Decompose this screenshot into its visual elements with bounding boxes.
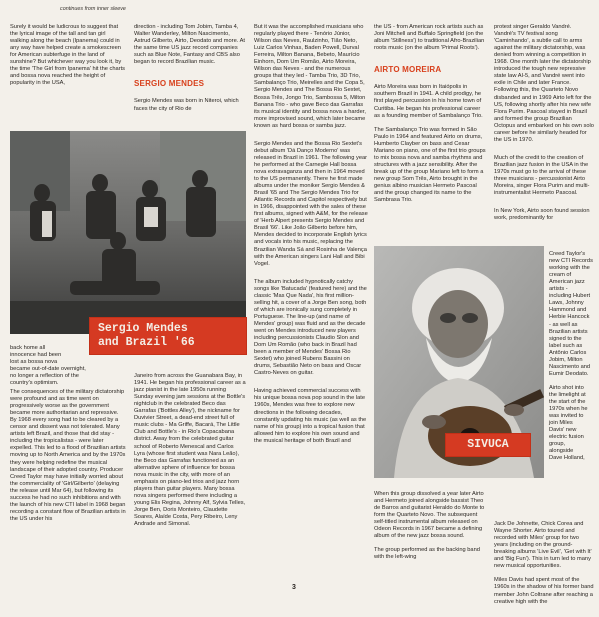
column-1-top (10, 17, 126, 137)
paragraph: direction - including Tom Jobim, Tamba 4, Walter Wanderley, Milton Nascimento, Astrud Gilberto, Airto, Deodato and more. At the same time US jazz record companies such as Blue Note, Fantasy and CBS also began to record Brazilian music. (134, 24, 245, 66)
paragraph: the US - from American rock artists such as Joni Mitchell and Buffalo Springfield (on the album 'Stillness') to traditional Afro-Brazilian roots music (on the album 'Primal Roots'). (374, 24, 485, 52)
column-5-top (494, 17, 594, 269)
paragraph: Creed Taylor's new CTI Records working with the cream of American jazz artists - including Hubert Laws, Johnny Hammond and Herbie Hancock - as well as Brazilian artists signed to the label such as Antônio Carlos Jobim, Milton Nascimento and Eumir Deodato. Airto shot into the limelight at the start of the 1970s when he was invited to join Miles Davis' new electric fusion group, alongside Dave Holland, (549, 251, 593, 462)
paragraph: The album included hypnotically catchy songs like 'Batucada' (featured here) and the classic 'Mas Que Nada', his first million-selling hit, a cover of a Jorge Ben song, both of which are ironically sung completely in Portuguese. The line-up (and name of Mendes' group) was fluid and as the decade went on Mendes introduced new players including percussionists Claudio Slon and Dom Um Romão (who back in Brazil had been a member of Mendes' Bossa Rio Sextet) who joined Rubens Bassini on drums, Sebastião Neto on bass and Oscar Castro-Neves on guitar. (254, 278, 367, 377)
column-5-bottom (494, 514, 594, 605)
paragraph: Jack De Johnette, Chick Corea and Wayne Shorter. Airto toured and recorded with Miles' group for two years (including on the ground-breaking albums 'Live Evil', 'Get with It' and 'Big Fun'). This in turn led to many new musical opportunities. Miles Davis had spent most of the 1960s in the shadow of his former band member John Coltrane after reaching a creative high with the (494, 521, 594, 605)
paragraph: protest singer Geraldo Vandré. Vandré's TV festival song 'Caminhando', a subtle call to arms against the military dictatorship, was denied from winning a competition in 1968. One month later the dictatorship introduced the tough new repressive state law AI-5, and Vandré went into exile in Chile and later France. Following this, the Quarteto Novo disbanded and in 1969 Airto left for the US, following shortly after his new wife Flora Purim. Pascoal stayed in Brazil and formed the group Brazilian Octopus and embarked on his own solo career before he similarly headed for the US in 1970. (494, 24, 594, 143)
paragraph: Airto Moreira was born in Itaiópolis in southern Brazil in 1941. A child prodigy, he first played percussion in his home town of Curitiba. He began his professional career as a founding member of Sambalanço Trio. The Sambalanço Trio was formed in São Paulo in 1964 and featured Airto on drums, Humberto Clayber on bass and Cesar Mariano on piano, one of the first trio groups to mix bossa nova and samba rhythms and structures with a jazz sensibility. After the break up of the group Mariano left to form a new group Som Três, Airto brought in the genius albino musician Hermeto Pascoal and the group changed its name to the Sambrasa Trio. (374, 84, 486, 204)
sergio-mendes-photo (10, 131, 246, 334)
heading-sergio-mendes: SERGIO MENDES (134, 79, 205, 89)
continued-note: continues from inner sleeve (60, 6, 126, 12)
column-5-narrow (549, 244, 597, 514)
band-photo-image (10, 131, 246, 334)
paragraph: In New York, Airto soon found session work, predominantly for (494, 208, 590, 222)
paragraph: But it was the accomplished musicians who regularly played there - Tenório Júnior, Wilson das Neves, Raulzinho, Tião Neto, Luiz Carlos Vinhas, Baden Powell, Durval Ferreira, Milton Banana, Bebeto, Maurício Einhorn, Dom Um Romão, Airto Moreira, Wilson das Neves - and the numerous groups that they led - Tamba Trio, 3D Trio, Sambalanço Trio, Meirelles and the Copa 5, Sergio Mendes and The Bossa Rio Sextet, Bossa Três, Jongo Trio, Sambossa 5, Milton Banana Trio - who gave Beco das Garrafas its musical identity and bossa nova a harder, more improvised sound, which later became known as hard bossa or samba jazz. (254, 24, 366, 129)
paragraph: Surely it would be ludicrous to suggest that the lyrical image of the tall and tan girl walking along the beach (Ipanema) could in any way have helped create a smokescreen for American subterfuge in the land of sunshine? But whichever way you look it, by the time 'The Girl from Ipanema' hit the charts and bossa nova reached the height of popularity in the USA, (10, 24, 126, 87)
column-1-narrow (10, 338, 86, 387)
paragraph: Much of the credit to the creation of Brazilian jazz fusion in the USA in the 1970s must go to the arrival of these three musicians - percussionist Airto Moreira, singer Flora Purim and multi-instrumentalist Hermeto Pascoal. (494, 154, 590, 197)
heading-airto-moreira: AIRTO MOREIRA (374, 65, 442, 75)
caption-text: Sergio Mendes and Brazil '66 (98, 322, 195, 349)
page-number: 3 (292, 584, 296, 591)
paragraph: The consequences of the military dictatorship were profound and as time went on progressively worse as the government became more authoritarian and repressive. By 1968 every song had to be cleared by a censor and dissent was not tolerated. Many artists left Brazil, and those that did stay - including the tropicalistas - were later expelled. This led to a flood of Brazilian artists moving up to North America and by the 1970s they were helping redefine the musical landscape of their adopted country. Producer Creed Taylor may have initially worried about the commerciality of 'Girl/Gilberto' (delaying the release until Mar 64), but following its success he had no such inhibitions and with the launch of his new CTI label in 1968 began recording a constant flow of Brazilian artists in the US under his (10, 389, 126, 522)
paragraph: Having achieved commercial success with his unique bossa nova pop sound in the late 1960s, Mendes was free to explore new directions in the following decades, constantly updating his music (as well as the name of his group) into a tropical fusion that allowed him to explore his own sound and the musical heritage of both Brazil and (254, 388, 367, 444)
column-2-bottom (134, 366, 246, 590)
column-4-top (374, 17, 486, 243)
paragraph: Sergio Mendes was born in Niteroi, which faces the city of Rio de (134, 98, 239, 112)
column-4-bottom (374, 484, 486, 589)
paragraph: Janeiro from across the Guanabara Bay, in 1941. He began his professional career as a jazz pianist in the late 1950s running Sunday evening jam sessions at the Bottle's nightclub in the celebrated Beco das Garrafas ('Bottles Alley'), the nickname for Duvivier Street, a dead-end street full of music clubs - Ma Griffe, Bacará, The Little Club and Bottle's - in Rio's Copacabana district. Away from the celebrated guitar school of Roberto Menescal and Carlos Lyra (whose first student was Nara Leão), the Beco das Garrafas functioned as an alternative sphere of influence for bossa nova music in the city, with more of an emphasis on piano-led trios and jazz horn players than guitar players. Many bossa nova singers performed there including a young Elis Regina, Johnny Alf, Sylvia Telles, Jorge Ben, Doris Monteiro, Claudette Soares, Alaíde Costa, Pery Ribeiro, Leny Andrade and Simonal. (134, 373, 246, 528)
column-1-bottom (10, 382, 126, 592)
paragraph: back home all innocence had been lost as bossa nova became out-of-date overnight, no longer a reflection of the country's optimism. (10, 345, 86, 387)
caption-sergio-mendes (90, 318, 246, 354)
paragraph: Sergio Mendes and the Bossa Rio Sextet's debut album 'Dá Danço Moderno' was released in Brazil in 1961. The following year he performed at the Carnegie Hall bossa nova extravaganza and then in 1964 moved to the US permanently. There he first made albums under the moniker Sergio Mendes & Brasil '65 and The Sergio Mendes Trio for Atlantic Records and Capitol respectively but in 1966, disappointed with the sales of these first albums, signed with A&M, for the release of 'Herb Alpert presents Sergio Mendes and Brasil '66'. Like João Gilberto before him, Mendes decided to incorporate English lyrics and vocals into his music, replacing the Brazilian Wanda Sá and Rosinha de Valença with the American singers Lani Hall and Bibi Vogel. (254, 140, 368, 267)
caption-text: SIVUCA (467, 438, 509, 451)
caption-sivuca (446, 434, 530, 456)
paragraph: When this group dissolved a year later Airto and Hermeto joined alongside bassist Theo de Barros and guitarist Heraldo do Monte to form the Quarteto Novo. The subsequent self-titled instrumental album released on Odeon Records in 1967 became a defining album of the new jazz bossa sound. The group performed as the backing band with the left-wing (374, 491, 485, 561)
column-2-top (134, 17, 246, 127)
column-3 (254, 17, 368, 589)
